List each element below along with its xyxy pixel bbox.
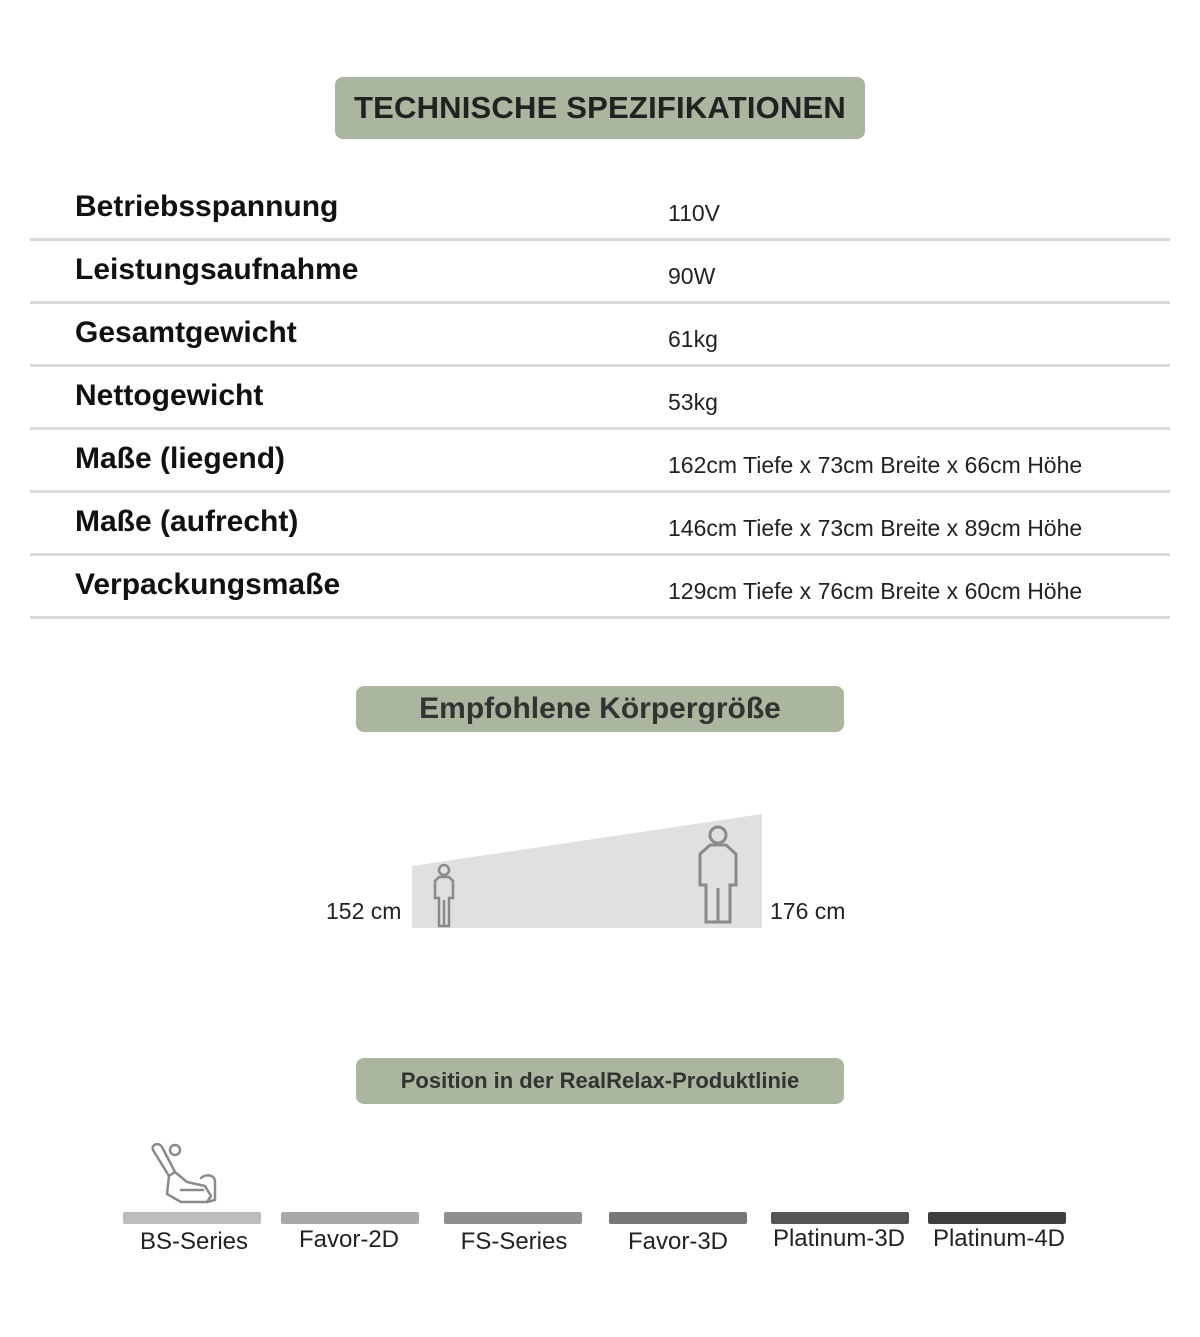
spec-table	[30, 178, 1170, 619]
spec-value: 129cm Tiefe x 76cm Breite x 60cm Höhe	[668, 578, 1083, 604]
product-name: Platinum-4D	[932, 1225, 1066, 1252]
product-bar-bs-series	[123, 1212, 261, 1224]
spec-row	[30, 304, 1170, 367]
product-name: FS-Series	[460, 1228, 568, 1255]
body-height-title: Empfohlene Körpergröße	[356, 686, 844, 732]
product-bar-platinum-4d	[928, 1212, 1066, 1224]
spec-value: 146cm Tiefe x 73cm Breite x 89cm Höhe	[668, 515, 1083, 541]
product-name: Favor-3D	[627, 1228, 729, 1255]
page-title: TECHNISCHE SPEZIFIKATIONEN	[335, 77, 865, 139]
height-min-label: 152 cm	[326, 898, 402, 924]
spec-value: 61kg	[668, 326, 718, 352]
spec-value: 162cm Tiefe x 73cm Breite x 66cm Höhe	[668, 452, 1083, 478]
spec-row	[30, 430, 1170, 493]
spec-value: 110V	[668, 200, 721, 226]
product-name: BS-Series	[139, 1228, 249, 1255]
product-bar-favor-3d	[609, 1212, 747, 1224]
height-max-label: 176 cm	[770, 898, 846, 924]
product-bar-platinum-3d	[771, 1212, 909, 1224]
spec-row	[30, 367, 1170, 430]
body-height-graphic	[300, 800, 900, 950]
spec-value: 53kg	[668, 389, 718, 415]
spec-row	[30, 178, 1170, 241]
product-bar-favor-2d	[281, 1212, 419, 1224]
spec-value: 90W	[668, 263, 716, 289]
product-line-title: Position in der RealRelax-Produktlinie	[356, 1058, 844, 1104]
spec-label: Maße (liegend)	[75, 442, 286, 475]
product-bar-fs-series	[444, 1212, 582, 1224]
spec-row	[30, 241, 1170, 304]
spec-label: Verpackungsmaße	[75, 568, 341, 601]
massage-chair-icon	[145, 1138, 220, 1210]
spec-row	[30, 493, 1170, 556]
product-name: Favor-2D	[298, 1226, 400, 1253]
spec-label: Nettogewicht	[75, 379, 264, 412]
spec-label: Betriebsspannung	[75, 190, 339, 223]
spec-label: Gesamtgewicht	[75, 316, 297, 349]
spec-label: Leistungsaufnahme	[75, 253, 359, 286]
spec-row	[30, 556, 1170, 619]
spec-label: Maße (aufrecht)	[75, 505, 299, 538]
product-name: Platinum-3D	[772, 1225, 906, 1252]
